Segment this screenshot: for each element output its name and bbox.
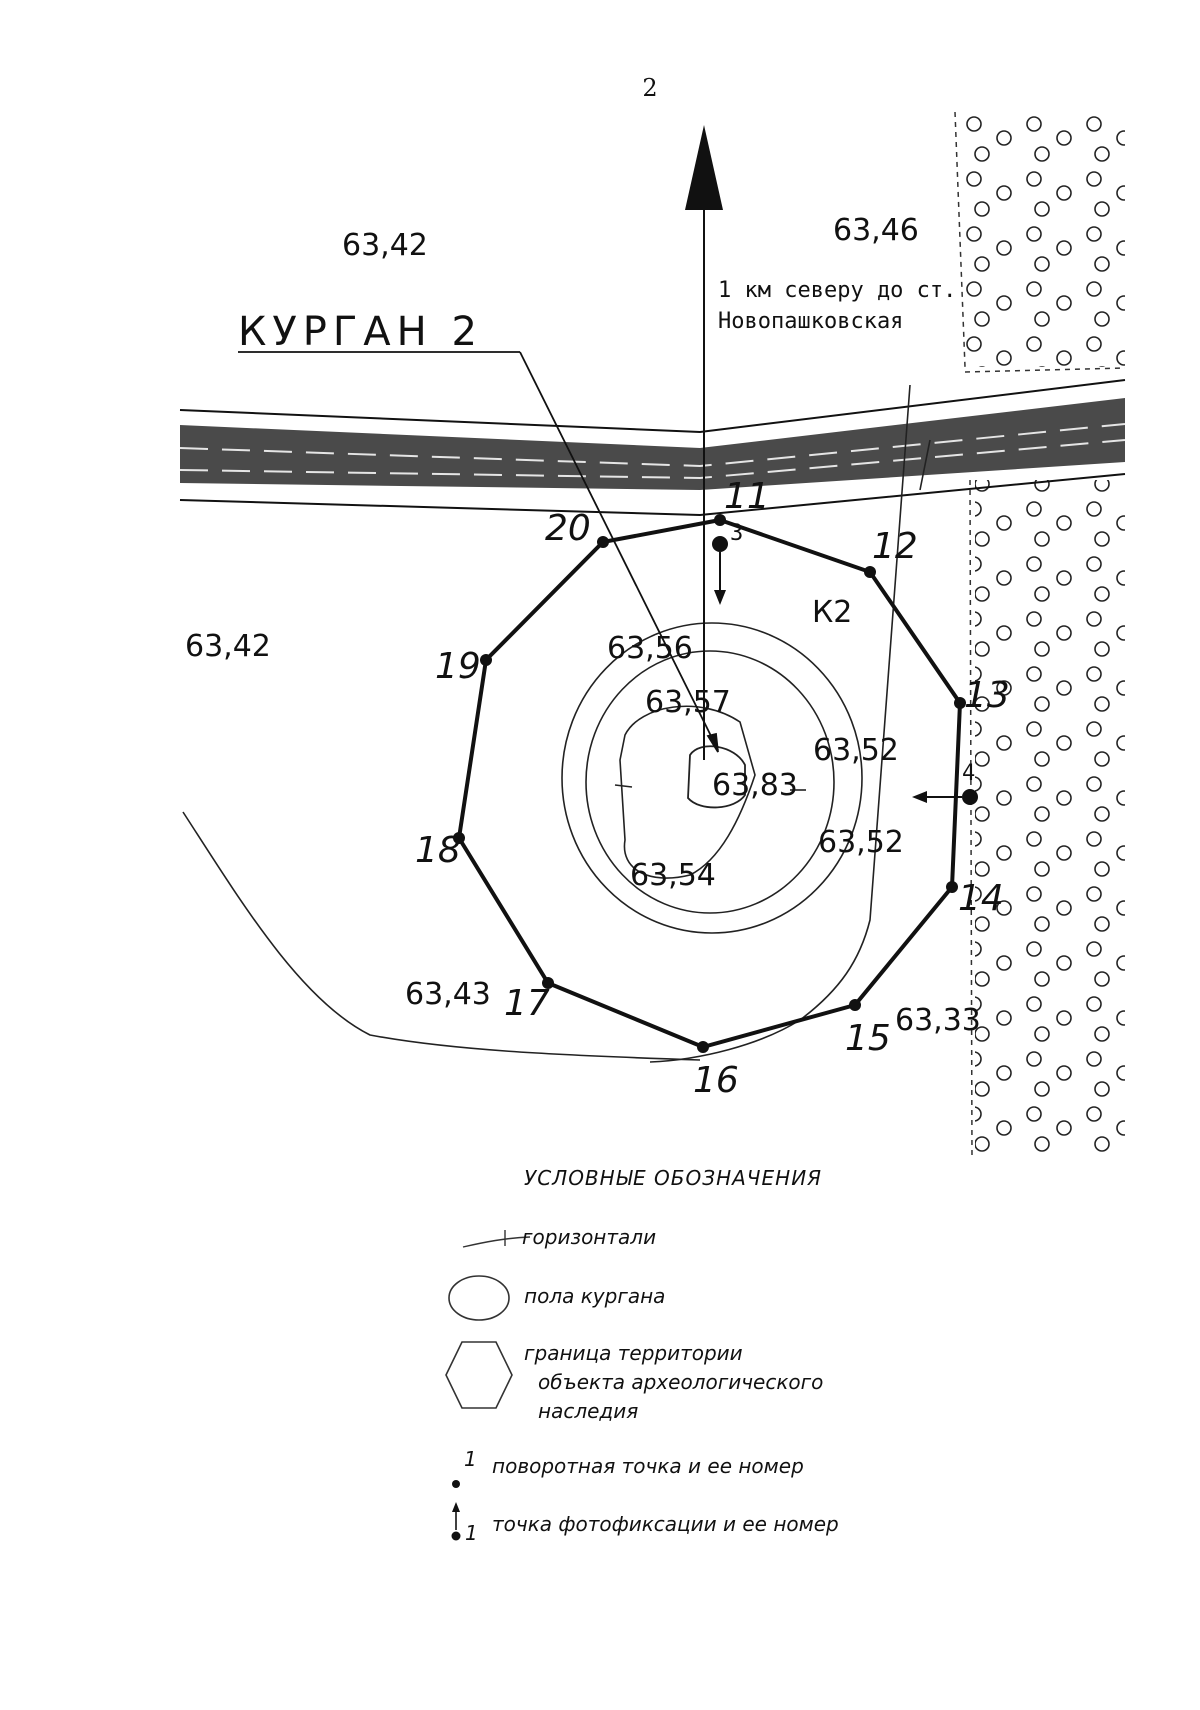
legend-label-boundary-1: граница территории: [524, 1341, 743, 1365]
elevation-sw: 63,43: [405, 977, 491, 1012]
elevation-ne: 63,46: [833, 213, 919, 248]
legend-label-contour: горизонтали: [522, 1225, 657, 1249]
object-label: К2: [812, 595, 853, 630]
mound-title: КУРГАН 2: [238, 309, 483, 355]
point-number-17: 17: [504, 983, 550, 1024]
north-note-line1: 1 км северу до ст.: [718, 278, 957, 303]
elevation-c2: 63,57: [645, 685, 731, 720]
elevation-se: 63,33: [895, 1003, 981, 1038]
point-number-16: 16: [693, 1060, 739, 1101]
point-number-15: 15: [845, 1018, 891, 1059]
svg-text:3: 3: [730, 521, 744, 546]
legend-label-mound-floor: пола кургана: [524, 1284, 666, 1308]
north-note-line2: Новопашковская: [718, 309, 904, 334]
forest-area: [955, 112, 1125, 1158]
point-number-11: 11: [724, 476, 770, 517]
photo-point-4: [912, 761, 978, 805]
mound-boundary: [459, 520, 960, 1047]
svg-text:1: 1: [465, 1521, 478, 1545]
photo-point-3: [712, 521, 743, 605]
legend-turning-point: [452, 1447, 804, 1488]
point-number-13: 13: [964, 675, 1010, 716]
point-number-19: 19: [435, 646, 481, 687]
elevation-top: 63,83: [712, 768, 798, 803]
legend-label-boundary-2: объекта археологического: [538, 1370, 824, 1394]
point-number-14: 14: [958, 878, 1004, 919]
svg-text:4: 4: [962, 761, 976, 786]
point-number-12: 12: [872, 526, 918, 567]
elevation-c1: 63,56: [607, 631, 693, 666]
svg-text:1: 1: [464, 1447, 477, 1471]
turning-point-icon: [452, 1447, 477, 1488]
legend-title: УСЛОВНЫЕ ОБОЗНАЧЕНИЯ: [524, 1166, 823, 1190]
point-number-20: 20: [545, 508, 591, 549]
turning-point-markers: [453, 514, 966, 1053]
hexagon-icon: [446, 1342, 512, 1408]
elevation-c4: 63,52: [818, 825, 904, 860]
elevation-c5: 63,54: [630, 858, 716, 893]
legend-photo-point: [452, 1502, 839, 1545]
contour-line-icon: [463, 1230, 530, 1247]
legend-contour: [463, 1225, 656, 1249]
photo-point-icon: [452, 1502, 478, 1545]
elevation-nw: 63,42: [342, 228, 428, 263]
legend: [446, 1166, 839, 1545]
page-number: 2: [642, 74, 658, 102]
elevation-w: 63,42: [185, 629, 271, 664]
ellipse-icon: [449, 1276, 509, 1320]
point-number-18: 18: [415, 830, 461, 871]
elevation-c3: 63,52: [813, 733, 899, 768]
legend-mound-floor: [449, 1276, 665, 1320]
legend-label-boundary-3: наследия: [538, 1399, 639, 1423]
legend-label-photo-point: точка фотофиксации и ее номер: [492, 1512, 839, 1536]
legend-label-turning-point: поворотная точка и ее номер: [492, 1454, 804, 1478]
legend-boundary: [446, 1341, 823, 1423]
